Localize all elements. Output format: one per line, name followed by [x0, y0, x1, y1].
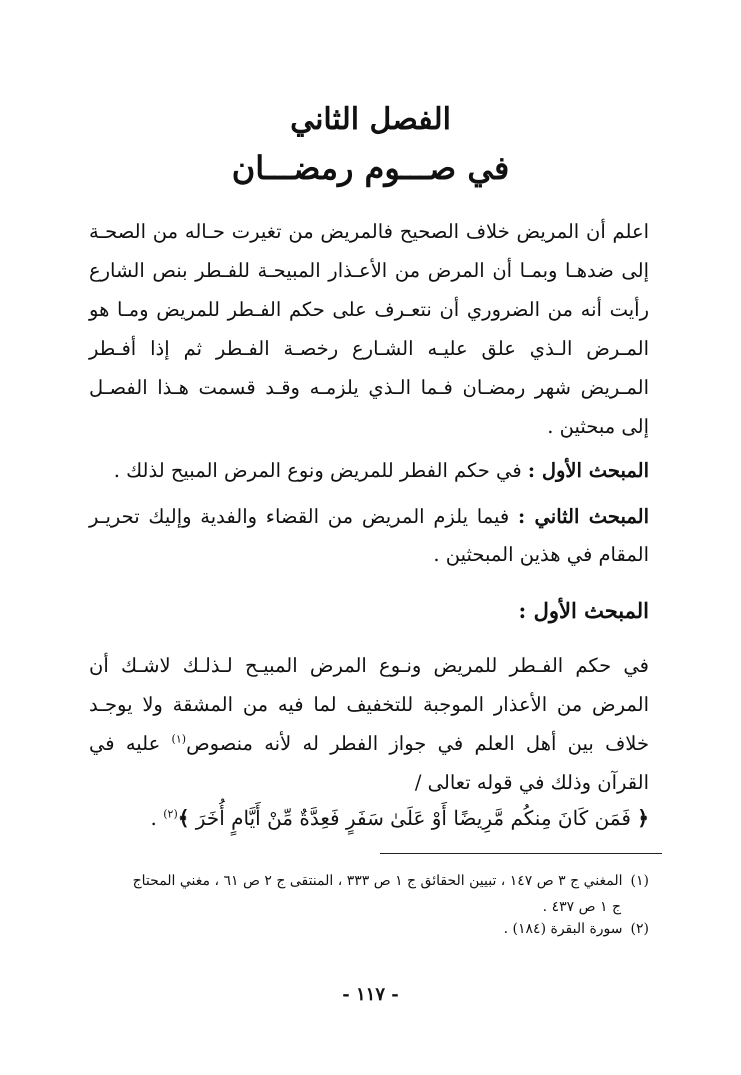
footnote-ref-1[interactable]: (١): [171, 732, 187, 746]
section-two-text: فيما يلزم المريض من القضاء والفدية وإليك تحريـر المقام في هذين المبحثين .: [89, 505, 649, 566]
footnote-2-number: (٢): [630, 921, 649, 937]
section-one-label: المبحث الأول :: [527, 459, 649, 482]
section-two-summary: [89, 498, 649, 574]
verse-end: .: [150, 806, 164, 830]
footnote-1: [89, 868, 649, 920]
footnote-1-text: المغني ج ٣ ص ١٤٧ ، تبيين الحقائق ج ١ ص ٣٣٣ ، المنتقى ج ٢ ص ٦١ ، مغني المحتاج: [132, 873, 623, 889]
section-one-body-start: في حكم الفـطر للمريض ونـوع المرض المبيـح لـذلـك لاشـك أن المرض من الأعذار الموجبة للتخفيف لما فيه من المشقة ولا يوجـد خلاف بين أهل العلم في جواز الفطر له لأنه منصوص: [89, 654, 649, 755]
intro-paragraph: اعلم أن المريض خلاف الصحيح فالمريض من تغيرت حـاله من الصحـة إلى ضدهـا وبمـا أن المرض من الأعـذار المبيحـة للفـطر بنص الشارع رأيت أنه من الضروري أن نتعـرف على حكم الفـطر للمريض ومـا هو المـرض الـذي علق عليـه الشـارع رخصـة الفـطر ثم إذا أفـطر المـريض شهر رمضـان فـما الـذي يلزمـه وقـد قسمت هـذا الفصـل إلى مبحثين .: [89, 220, 649, 438]
section-two-label: المبحث الثاني :: [517, 505, 649, 528]
section-one-body-end: عليه في القرآن وذلك في قوله تعالى /: [89, 732, 649, 794]
footnote-ref-2[interactable]: (٢): [163, 807, 178, 821]
verse-text: فَمَن كَانَ مِنكُم مَّرِيضًا أَوْ عَلَىٰ سَفَرٍ فَعِدَّةٌ مِّنْ أَيَّامٍ أُخَرَ: [189, 806, 638, 830]
section-one-summary: [89, 452, 649, 490]
section-one-text: في حكم الفطر للمريض ونوع المرض المبيح لذلك .: [113, 459, 522, 482]
section-one-heading: المبحث الأول :: [518, 598, 649, 623]
footnote-1-number: (١): [630, 873, 649, 889]
quran-verse: [89, 800, 649, 836]
footnote-2: [89, 916, 649, 942]
footnote-1-line-2: ج ١ ص ٤٣٧ .: [542, 899, 621, 915]
page-number: - ١١٧ -: [342, 984, 399, 1005]
section-one-body: [89, 646, 649, 802]
chapter-subtitle: في صـــوم رمضـــان: [231, 149, 510, 187]
chapter-title: الفصل الثاني: [290, 102, 451, 137]
footnote-1-line-1: [89, 868, 649, 894]
verse-open-bracket: ﴿: [637, 806, 649, 830]
footnote-2-text: سورة البقرة (١٨٤) .: [503, 921, 623, 937]
verse-close-bracket: ﴾: [177, 806, 190, 830]
footnote-divider: [380, 853, 662, 854]
